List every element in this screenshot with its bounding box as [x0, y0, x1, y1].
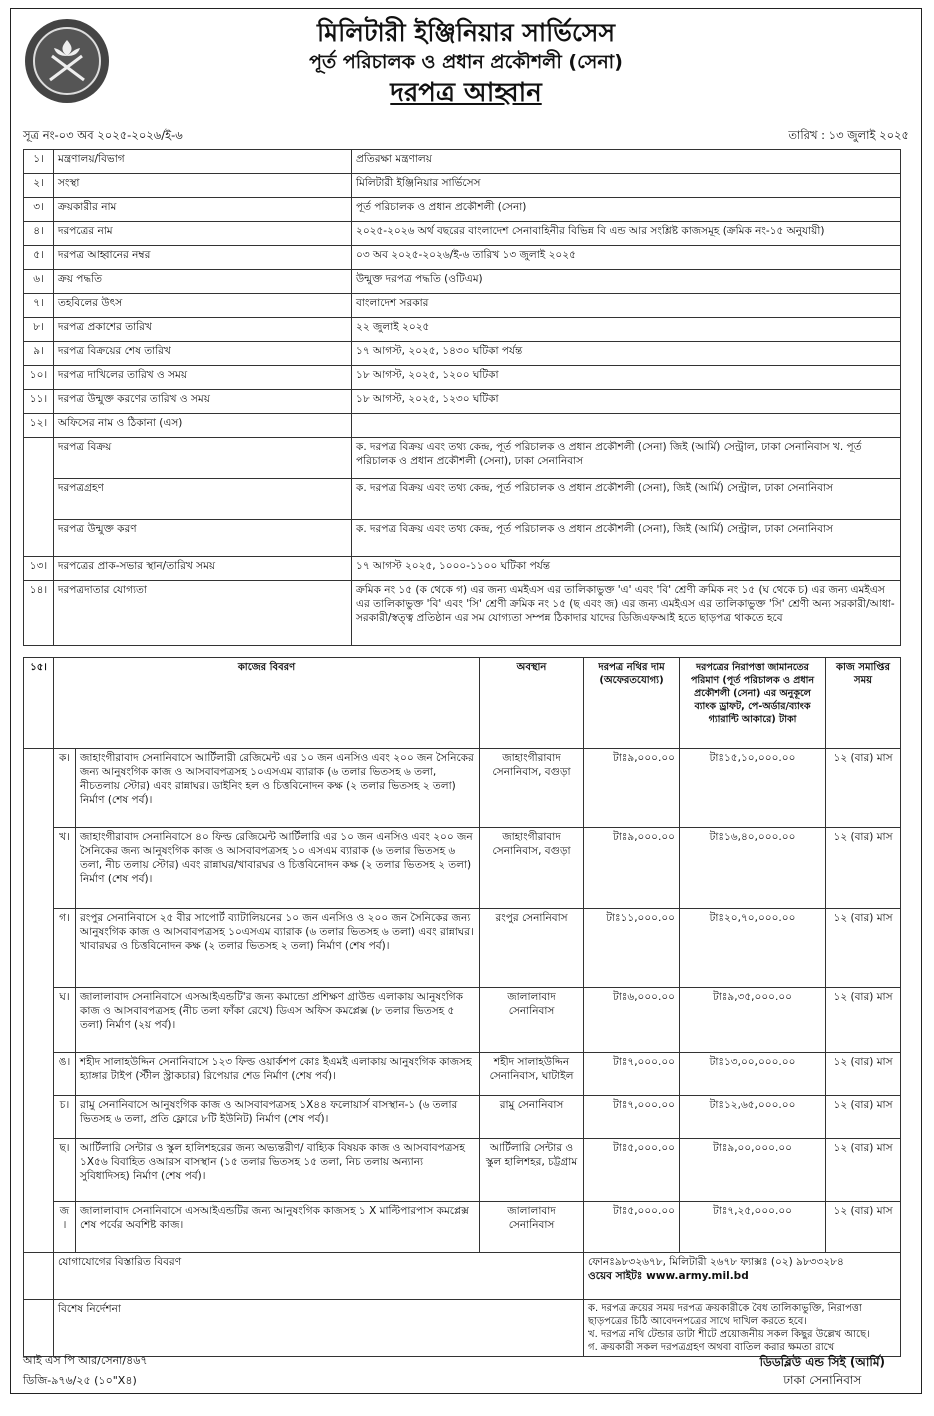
- work-row: [24, 749, 901, 828]
- info-row: [24, 150, 901, 174]
- work-price: টাঃ৭,০০০.০০: [584, 1053, 680, 1096]
- work-spacer: [24, 909, 54, 988]
- work-price: টাঃ৫,০০০.০০: [584, 1202, 680, 1253]
- work-price: টাঃ১১,০০০.০০: [584, 909, 680, 988]
- tender-notice: [10, 8, 922, 1394]
- ispr-code: আই এস পি আর/সেনা/৪৬৭: [23, 1354, 148, 1367]
- info-label: সংস্থা: [54, 174, 352, 198]
- work-sl: গ।: [54, 909, 76, 988]
- work-loc: আর্টিলারি সেন্টার ও স্কুল হালিশহর, চট্টগ্রাম: [480, 1139, 584, 1202]
- office-receive-row: দরপত্রগ্রহণ ক. দরপত্র বিক্রয় এবং তথ্য কেন্দ্র, পূর্ত পরিচালক ও প্রধান প্রকৌশলী (সেনা), জিই (আর্মি) সেন্ট্রাল, ঢাকা সেনানিবাস: [24, 479, 901, 520]
- work-security: টাঃ৯,৩৫,০০০.০০: [680, 988, 826, 1053]
- info-value: প্রতিরক্ষা মন্ত্রণালয়: [352, 150, 901, 174]
- work-spacer: [24, 749, 54, 828]
- work-desc: জাহাংগীরাবাদ সেনানিবাসে আর্টিলারী রেজিমেন্ট এর ১০ জন এনসিও এবং ২০০ জন সৈনিকের জন্য আনুষংগিক কাজ ও আসবাবপত্রসহ ১০এসএম ব্যারাক (৬ তলার ভিতসহ ৬ তলা, নীচতলায় স্টোর) এবং রান্নাঘর। ডাইনিং হল ও চিত্তবিনোদন কক্ষ (২ তলার ভিতসহ ২ তলা) নির্মাণ (শেষ পর্ব)।: [76, 749, 480, 828]
- office-title: পূর্ত পরিচালক ও প্রধান প্রকৌশলী (সেনা): [309, 51, 623, 73]
- work-time: ১২ (বার) মাস: [826, 1053, 901, 1096]
- work-security: টাঃ২০,৭০,০০০.০০: [680, 909, 826, 988]
- works-price-header: দরপত্র নথির দাম (অফেরতযোগ্য): [584, 658, 680, 749]
- signature-block: [760, 1353, 885, 1389]
- work-time: ১২ (বার) মাস: [826, 828, 901, 909]
- info-label: ক্রয়কারীর নাম: [54, 198, 352, 222]
- work-sl: জ।: [54, 1202, 76, 1253]
- org-title: মিলিটারী ইঞ্জিনিয়ার সার্ভিসেস: [317, 18, 615, 47]
- work-spacer: [24, 988, 54, 1053]
- info-value: ১৭ আগস্ট, ২০২৫, ১৪৩০ ঘটিকা পর্যন্ত: [352, 342, 901, 366]
- info-row: [24, 390, 901, 414]
- info-row: [24, 222, 901, 246]
- work-row: [24, 988, 901, 1053]
- info-value: ১৮ আগস্ট, ২০২৫, ১২৩০ ঘটিকা: [352, 390, 901, 414]
- work-sl: ঘ।: [54, 988, 76, 1053]
- info-row: [24, 366, 901, 390]
- info-label: দরপত্রের নাম: [54, 222, 352, 246]
- work-price: টাঃ৬,০০০.০০: [584, 988, 680, 1053]
- info-row: [24, 294, 901, 318]
- info-no: ৭।: [24, 294, 54, 318]
- info-no: ৯।: [24, 342, 54, 366]
- info-row: [24, 246, 901, 270]
- work-row: [24, 1202, 901, 1253]
- info-label: ক্রয় পদ্ধতি: [54, 270, 352, 294]
- work-loc: জালালাবাদ সেনানিবাস: [480, 1202, 584, 1253]
- works-table: [23, 657, 901, 1357]
- work-security: টাঃ১২,৬৫,০০০.০০: [680, 1096, 826, 1139]
- info-value: ১৮ আগস্ট, ২০২৫, ১২০০ ঘটিকা: [352, 366, 901, 390]
- work-desc: আর্টিলারি সেন্টার ও স্কুল হালিশহরের জন্য অভ্যন্তরীণ/ বাহ্যিক বিষয়ক কাজ ও আসবাবপত্রসহ ১X৫৬ বিবাহিত ওআরস বাসস্থান (১৫ তলার ভিতসহ ১৫ তলা, নিচ তলায় অন্যান্য সুবিধাদিসহ) নির্মাণ (শেষ পর্ব)।: [76, 1139, 480, 1202]
- works-desc-header: কাজের বিবরণ: [54, 658, 480, 749]
- contact-row: যোগাযোগের বিস্তারিত বিবরণ ফোনঃ৯৮৩২৬৭৮, মিলিটারী ২৬৭৮ ফ্যাক্সঃ (০২) ৯৮৩৩২৮৪ ওয়েব সাইটঃ www.army.mil.bd: [24, 1253, 901, 1300]
- work-row: [24, 909, 901, 988]
- work-loc: জাহাংগীরাবাদ সেনানিবাস, বগুড়া: [480, 828, 584, 909]
- work-sl: ছ।: [54, 1139, 76, 1202]
- contact-phone: ফোনঃ৯৮৩২৬৭৮, মিলিটারী ২৬৭৮ ফ্যাক্সঃ (০২) ৯৮৩৩২৮৪: [588, 1256, 844, 1268]
- work-row: [24, 1139, 901, 1202]
- work-price: টাঃ৯,০০০.০০: [584, 749, 680, 828]
- work-loc: জালালাবাদ সেনানিবাস: [480, 988, 584, 1053]
- work-security: টাঃ১৬,৪০,০০০.০০: [680, 828, 826, 909]
- info-label: তহবিলের উৎস: [54, 294, 352, 318]
- work-price: টাঃ৭,০০০.০০: [584, 1096, 680, 1139]
- work-sl: চ।: [54, 1096, 76, 1139]
- prebid-row: ১৩। দরপত্রের প্রাক-সভার স্থান/তারিখ সময় ১৭ আগস্ট ২০২৫, ১০০০-১১০০ ঘটিকা পর্যন্ত: [24, 557, 901, 581]
- works-header-row: [24, 658, 901, 749]
- work-row: [24, 828, 901, 909]
- info-row: [24, 270, 901, 294]
- info-value: বাংলাদেশ সরকার: [352, 294, 901, 318]
- tender-info-table: [23, 149, 901, 646]
- work-desc: শহীদ সালাহউদ্দিন সেনানিবাসে ১২৩ ফিল্ড ওয়ার্কশপ কোঃ ইএমই এলাকায় আনুষংগিক কাজসহ হ্যাঙ্গার টাইপ (স্টীল স্ট্রাকচার) রিপেয়ার শেড নির্মাণ (শেষ পর্ব)।: [76, 1053, 480, 1096]
- info-value: উন্মুক্ত দরপত্র পদ্ধতি (ওটিএম): [352, 270, 901, 294]
- work-desc: জালালাবাদ সেনানিবাসে এসআইএন্ডটির জন্য আনুষংগিক কাজসহ ১ X মাল্টিপারপাস কমপ্লেক্স শেষ পর্বের অবশিষ্ট কাজ।: [76, 1202, 480, 1253]
- works-location-header: অবস্থান: [480, 658, 584, 749]
- work-row: [24, 1096, 901, 1139]
- work-desc: রামু সেনানিবাসে আনুষংগিক কাজ ও আসবাবপত্রসহ ১X৪৪ ফলোয়ার্স বাসস্থান-১ (৬ তলার ভিতসহ ৬ তলা, প্রতি ফ্লোরে ৮টি ইউনিট) নির্মাণ (শেষ পর্ব)।: [76, 1096, 480, 1139]
- work-time: ১২ (বার) মাস: [826, 749, 901, 828]
- special-row: বিশেষ নির্দেশনা ক. দরপত্র ক্রয়ের সময় দরপত্র ক্রয়কারীকে বৈধ তালিকাভুক্তি, নিরাপত্তা ছাড়পত্রের চিঠি আবেদনপত্রের সাথে দাখিল করতে হবে। খ. দরপত্র নথি টেন্ডার ডাটা শীটে প্রয়োজনীয় সকল কিছুর উল্লেখ আছে। গ. ক্রয়কারী সকল দরপত্রগ্রহণ অথবা বাতিল করার ক্ষমতা রাখে: [24, 1300, 901, 1357]
- info-value: ২২ জুলাই ২০২৫: [352, 318, 901, 342]
- work-row: [24, 1053, 901, 1096]
- info-value: ২০২৫-২০২৬ অর্থ বছরের বাংলাদেশ সেনাবাহিনীর বিভিন্ন বি এন্ড আর সংশ্লিষ্ট কাজসমূহ (ক্রমিক নং-১৫ অনুযায়ী): [352, 222, 901, 246]
- work-spacer: [24, 1202, 54, 1253]
- work-security: টাঃ৭,২৫,০০০.০০: [680, 1202, 826, 1253]
- work-time: ১২ (বার) মাস: [826, 909, 901, 988]
- work-security: টাঃ১৫,১০,০০০.০০: [680, 749, 826, 828]
- work-time: ১২ (বার) মাস: [826, 1202, 901, 1253]
- info-value: ০৩ অব ২০২৫-২০২৬/ই-৬ তারিখ ১৩ জুলাই ২০২৫: [352, 246, 901, 270]
- work-sl: ঙ।: [54, 1053, 76, 1096]
- work-desc: জালালাবাদ সেনানিবাসে এসআইএন্ডটি'র জন্য কমান্ডো প্রশিক্ষণ গ্রাউন্ড এলাকায় আনুষংগিক কাজ ও আসবাবপত্রসহ (নীচ তলা ফাঁকা রেখে) ডিএস অফিস কমপ্লেক্স (৮ তলার ভিতসহ ৫ তলা) নির্মাণ (২য় পর্ব)।: [76, 988, 480, 1053]
- work-time: ১২ (বার) মাস: [826, 1139, 901, 1202]
- works-time-header: কাজ সমাপ্তির সময়: [826, 658, 901, 749]
- dg-code: ডিজি-৯৭৬/২৫ (১০"X৪): [23, 1374, 137, 1387]
- office-sale-row: দরপত্র বিক্রয় ক. দরপত্র বিক্রয় এবং তথ্য কেন্দ্র, পূর্ত পরিচালক ও প্রধান প্রকৌশলী (সেনা) জিই (আর্মি) সেন্ট্রাল, ঢাকা সেনানিবাস খ. পূর্ত পরিচালক ও প্রধান প্রকৌশলী (সেনা), ঢাকা সেনানিবাস: [24, 438, 901, 479]
- info-no: ২।: [24, 174, 54, 198]
- work-desc: জাহাংগীরাবাদ সেনানিবাসে ৪০ ফিল্ড রেজিমেন্ট আর্টিলারি এর ১০ জন এনসিও এবং ২০০ জন সৈনিকের জন্য আনুষংগিক কাজ ও আসবাবপত্রসহ ১০ এসএম ব্যারাক (৬ তলার ভিতসহ ৬ তলা, নীচ তলায় স্টোর) এবং রান্নাঘর/খাবারঘর ও চিত্তবিনোদন কক্ষ (২ তলার ভিতসহ ২ তলা) নির্মাণ (শেষ পর্ব)।: [76, 828, 480, 909]
- info-value: পূর্ত পরিচালক ও প্রধান প্রকৌশলী (সেনা): [352, 198, 901, 222]
- work-time: ১২ (বার) মাস: [826, 988, 901, 1053]
- info-label: দরপত্র বিক্রয়ের শেষ তারিখ: [54, 342, 352, 366]
- info-row: [24, 174, 901, 198]
- reference-number: সূত্র নং-০৩ অব ২০২৫-২০২৬/ই-৬: [23, 128, 183, 142]
- work-loc: শহীদ সালাহউদ্দিন সেনানিবাস, ঘাটাইল: [480, 1053, 584, 1096]
- info-label: দরপত্র আহ্বানের নম্বর: [54, 246, 352, 270]
- work-price: টাঃ৯,০০০.০০: [584, 828, 680, 909]
- work-loc: জাহাংগীরাবাদ সেনানিবাস, বগুড়া: [480, 749, 584, 828]
- info-row: [24, 198, 901, 222]
- work-security: টাঃ১৩,০০,০০০.০০: [680, 1053, 826, 1096]
- work-desc: রংপুর সেনানিবাসে ২৫ বীর সাপোর্ট ব্যাটালিয়নের ১০ জন এনসিও ও ২০০ জন সৈনিকের জন্য আনুষংগিক কাজ ও আসবাবপত্রসহ ১০এসএম ব্যারাক (৬ তলার ভিতসহ ৬ তলা) এবং রান্নাঘর। খাবারঘর ও চিত্তবিনোদন কক্ষ (২ তলার ভিতসহ ২ তলা) নির্মাণ (শেষ পর্ব)।: [76, 909, 480, 988]
- signatory-place: ঢাকা সেনানিবাস: [783, 1373, 862, 1387]
- info-no: ৮।: [24, 318, 54, 342]
- signatory-title: ডিডব্লিউ এন্ড সিই (আর্মি): [759, 1355, 885, 1369]
- work-spacer: [24, 1053, 54, 1096]
- work-sl: খ।: [54, 828, 76, 909]
- work-loc: রামু সেনানিবাস: [480, 1096, 584, 1139]
- info-no: ১০।: [24, 366, 54, 390]
- eligibility-row: ১৪। দরপত্রদাতার যোগ্যতা ক্রমিক নং ১৫ (ক থেকে গ) এর জন্য এমইএস এর তালিকাভুক্ত 'এ' এবং 'বি' শ্রেণী ক্রমিক নং ১৫ (ঘ থেকে চ) এর জন্য এমইএস এর তালিকাভুক্ত 'বি' এবং 'সি' শ্রেণী ক্রমিক নং ১৫ (ছ এবং জ) এর জন্য এমইএস এর তালিকাভুক্ত 'সি' শ্রেণী অন্য সরকারী/আধা-সরকারী/স্বত্ত্ব প্রতিষ্ঠান এর সম যোগ্যতা সম্পন্ন ঠিকাদার যাদের ডিজিএফআই হতে ছাড়পত্র থাকতে হবে: [24, 581, 901, 646]
- info-label: দরপত্র প্রকাশের তারিখ: [54, 318, 352, 342]
- work-sl: ক।: [54, 749, 76, 828]
- info-no: ৩।: [24, 198, 54, 222]
- info-no: ৫।: [24, 246, 54, 270]
- info-value: মিলিটারী ইঞ্জিনিয়ার সার্ভিসেস: [352, 174, 901, 198]
- info-no: ১১।: [24, 390, 54, 414]
- work-time: ১২ (বার) মাস: [826, 1096, 901, 1139]
- work-spacer: [24, 1139, 54, 1202]
- works-number: ১৫।: [24, 658, 54, 749]
- notice-title: দরপত্র আহ্বান: [390, 78, 542, 108]
- info-no: ৪।: [24, 222, 54, 246]
- contact-website[interactable]: ওয়েব সাইটঃ www.army.mil.bd: [588, 1270, 749, 1282]
- work-spacer: [24, 828, 54, 909]
- info-no: ১।: [24, 150, 54, 174]
- work-spacer: [24, 1096, 54, 1139]
- info-label: দরপত্র উন্মুক্ত করণের তারিখ ও সময়: [54, 390, 352, 414]
- info-no: ৬।: [24, 270, 54, 294]
- office-open-row: দরপত্র উন্মুক্ত করণ ক. দরপত্র বিক্রয় এবং তথ্য কেন্দ্র, পূর্ত পরিচালক ও প্রধান প্রকৌশলী (সেনা), জিই (আর্মি) সেন্ট্রাল, ঢাকা সেনানিবাস: [24, 520, 901, 557]
- work-loc: রংপুর সেনানিবাস: [480, 909, 584, 988]
- footer-codes: [23, 1351, 148, 1391]
- notice-date: তারিখ : ১৩ জুলাই ২০২৫: [788, 128, 909, 142]
- office-row: ১২। অফিসের নাম ও ঠিকানা (এস): [24, 414, 901, 438]
- work-price: টাঃ৫,০০০.০০: [584, 1139, 680, 1202]
- info-row: [24, 342, 901, 366]
- info-label: দরপত্র দাখিলের তারিখ ও সময়: [54, 366, 352, 390]
- info-row: [24, 318, 901, 342]
- work-security: টাঃ৯,০০,০০০.০০: [680, 1139, 826, 1202]
- info-label: মন্ত্রণালয়/বিভাগ: [54, 150, 352, 174]
- works-security-header: দরপত্রের নিরাপত্তা জামানতের পরিমাণ (পূর্ত পরিচালক ও প্রধান প্রকৌশলী (সেনা) এর অনুকূলে ব্যাংক ড্রাফট, পে-অর্ডার/ব্যাংক গ্যারান্টি আকারে) টাকা: [680, 658, 826, 749]
